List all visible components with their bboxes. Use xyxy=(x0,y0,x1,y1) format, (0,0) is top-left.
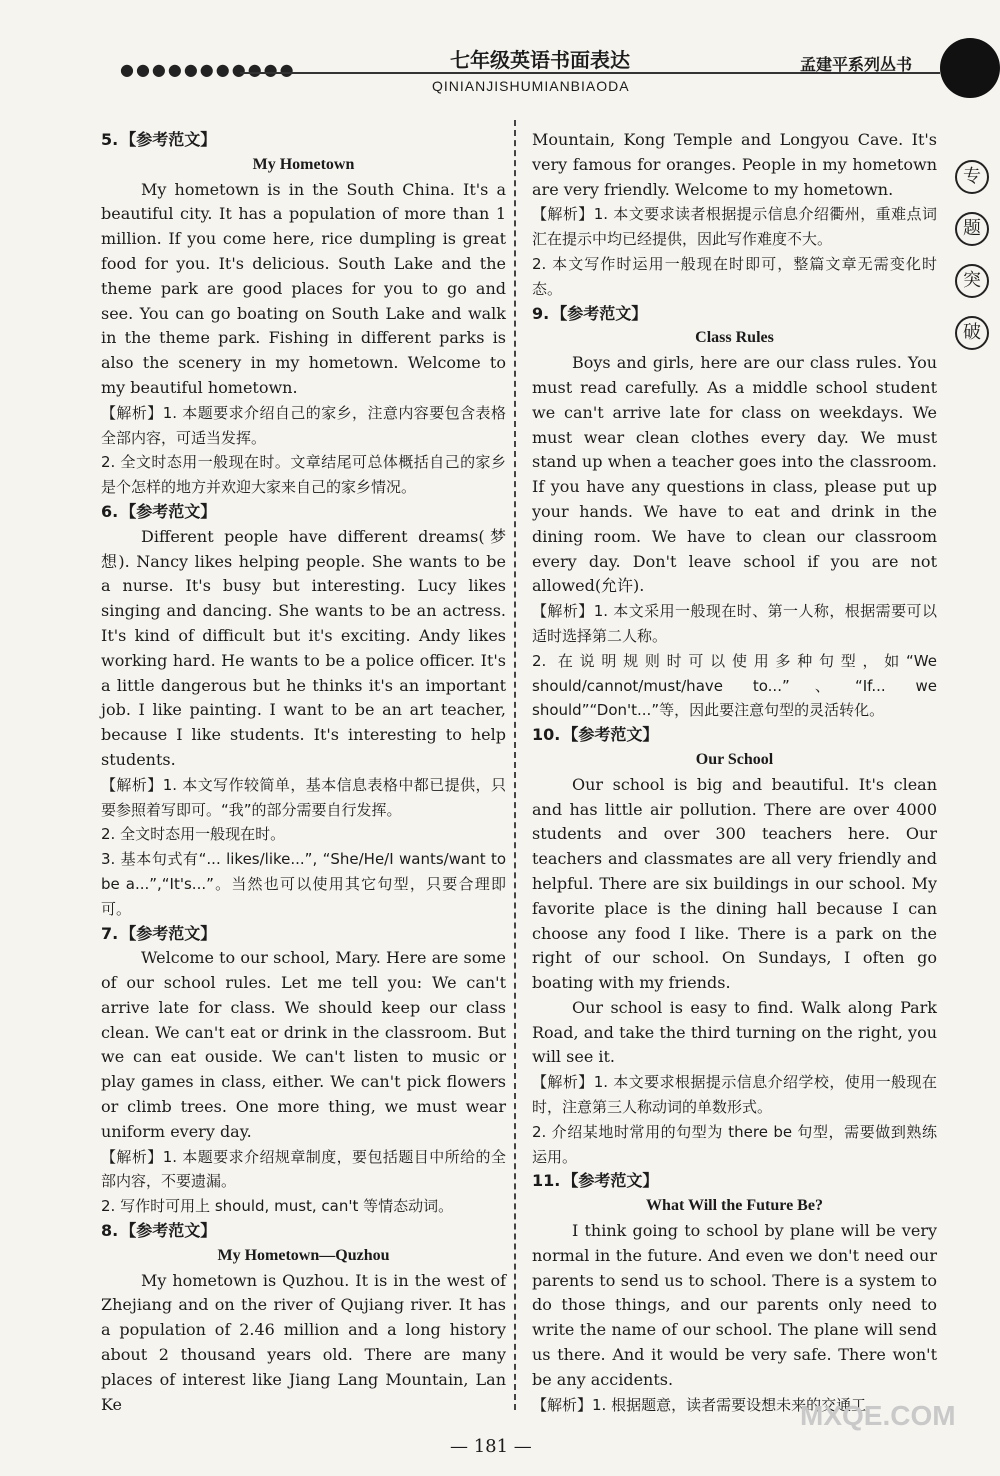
essay-paragraph: Different people have different dreams(梦想). Nancy likes helping people. She wants to be a nurse. It's busy but interesting. Lucy likes singing and dancing. She wants to be an actress. It's kind of difficult but it's exciting. Andy likes working hard. He wants to be a police officer. It's a little dangerous but he thinks it's an important job. I like painting. I want to be an art teacher, because I like students. It's interesting to help students. xyxy=(101,526,506,769)
section-number: 10. xyxy=(532,725,561,745)
essay-title: Our School xyxy=(695,750,774,768)
side-tab: 破 xyxy=(955,316,989,350)
essay-title: My Hometown—Quzhou xyxy=(217,1246,390,1264)
page-number: — 181 — xyxy=(450,1436,532,1457)
analysis-note: 【解析】1. 本题要求介绍规章制度，要包括题目中所给的全部内容，不要遗漏。 xyxy=(101,1147,506,1191)
side-tab: 突 xyxy=(955,264,989,298)
section-label: 【参考范文】 xyxy=(120,923,217,943)
analysis-note: 2. 介绍某地时常用的句型为 there be 句型，需要做到熟练运用。 xyxy=(532,1122,937,1166)
section-number: 8. xyxy=(101,1221,119,1241)
side-tab: 专 xyxy=(955,160,989,194)
section-heading xyxy=(101,922,506,947)
section-number: 5. xyxy=(101,130,119,149)
analysis-note: 2. 在说明规则时可以使用多种句型，如“We should/cannot/must/have to...”、“If... we should”“Don't...”等，因此要注意句型的灵活转化。 xyxy=(532,651,937,720)
column-divider xyxy=(514,120,516,1410)
analysis-note: 【解析】1. 本文要求读者根据提示信息介绍衢州，重难点词汇在提示中均已经提供，因此写作难度不大。 xyxy=(532,205,937,249)
analysis-note: 【解析】1. 本题要求介绍自己的家乡，注意内容要包含表格全部内容，可适当发挥。 xyxy=(101,403,506,447)
side-tabs xyxy=(952,160,992,368)
analysis-note: 【解析】1. 本文要求根据提示信息介绍学校，使用一般现在时，注意第三人称动词的单数形式。 xyxy=(532,1073,937,1117)
right-column xyxy=(532,128,937,1417)
essay-paragraph: Mountain, Kong Temple and Longyou Cave. It's very famous for oranges. People in my hometown are very friendly. Welcome to my hometown. xyxy=(532,130,937,199)
section-heading xyxy=(532,723,937,748)
section-number: 7. xyxy=(101,923,119,943)
section-label: 【参考范文】 xyxy=(551,303,648,323)
analysis-note: 【解析】1. 根据题意，读者需要设想未来的交通工 xyxy=(532,1395,867,1414)
analysis-note: 【解析】1. 本文写作较简单，基本信息表格中都已提供，只要参照着写即可。“我”的部分需要自行发挥。 xyxy=(101,775,506,819)
essay-paragraph: My hometown is in the South China. It's a beautiful city. It has a population of more than 1 million. If you come here, rice dumpling is great food for you. It's delicious. South Lake and the theme park are good places for you to go and see. You can go boating on South Lake and walk in the theme park. Fishing in different parks is also the scenery in my hometown. Welcome to my beautiful hometown. xyxy=(101,179,506,397)
analysis-note: 3. 基本句式有“... likes/like...”, “She/He/I wants/want to be a...”,“It's...”。当然也可以使用其它句型，只要合理即可。 xyxy=(101,850,506,918)
essay-paragraph: My hometown is Quzhou. It is in the west of Zhejiang and on the river of Qujiang river. It has a population of 2.46 million and a long history about 2 thousand years old. There are many places of interest like Jiang Lang Mountain, Lan Ke xyxy=(101,1270,506,1414)
section-heading xyxy=(532,1169,937,1194)
section-number: 9. xyxy=(532,303,550,323)
essay-title: Class Rules xyxy=(695,329,774,347)
analysis-note: 2. 全文时态用一般现在时。文章结尾可总体概括自己的家乡是个怎样的地方并欢迎大家来自己的家乡情况。 xyxy=(101,453,506,497)
section-label: 【参考范文】 xyxy=(562,1171,659,1191)
watermark: MXQE.COM xyxy=(800,1400,956,1431)
analysis-note: 2. 全文时态用一般现在时。 xyxy=(101,825,286,844)
essay-paragraph: Boys and girls, here are our class rules. You must read carefully. As a middle school student we can't arrive late for class on weekdays. We must wear clean clothes every day. We must stand up when a teacher goes into the classroom. If you have any questions in class, please put up your hands. We have to eat and drink in the dining room. We have to clean our classroom every day. Don't leave school if you are not allowed(允许). xyxy=(532,353,937,596)
section-label: 【参考范文】 xyxy=(120,1221,217,1241)
analysis-note: 2. 本文写作时运用一般现在时即可，整篇文章无需变化时态。 xyxy=(532,254,937,298)
essay-paragraph: Our school is big and beautiful. It's clean and has little air pollution. There are over 4000 students and over 300 teachers here. Our teachers and classmates are all very friendly and helpful. There are six buildings in our school. My favorite place is the dining hall because I can choose any food I like. There is a park on the right of our school. On Sundays, I often go boating with my friends. xyxy=(532,774,937,993)
side-tab: 题 xyxy=(955,212,989,246)
left-column xyxy=(101,128,506,1417)
essay-title: What Will the Future Be? xyxy=(646,1197,823,1215)
analysis-note: 【解析】1. 本文采用一般现在时、第一人称，根据需要可以适时选择第二人称。 xyxy=(532,602,937,645)
section-label: 【参考范文】 xyxy=(120,501,217,521)
essay-paragraph: Welcome to our school, Mary. Here are some of our school rules. Let me tell you: We can't arrive late for class. We should keep our class clean. We can't eat or drink in the classroom. But we can eat ouside. We can't listen to music or play games in class, either. We can't pick flowers or climb trees. One more thing, we must wear uniform every day. xyxy=(101,948,506,1141)
analysis-note: 2. 写作时可用上 should, must, can't 等情态动词。 xyxy=(101,1197,454,1216)
header-dots: ●●●●●●●●●●● xyxy=(120,60,296,79)
section-number: 11. xyxy=(532,1171,561,1191)
essay-paragraph: Our school is easy to find. Walk along Park Road, and take the third turning on the right, you will see it. xyxy=(532,997,937,1067)
book-title: 七年级英语书面表达 xyxy=(450,48,630,72)
section-label: 【参考范文】 xyxy=(120,130,217,149)
section-heading xyxy=(532,302,937,327)
section-heading xyxy=(101,128,506,153)
section-label: 【参考范文】 xyxy=(562,725,659,745)
page-header xyxy=(0,0,1000,110)
section-heading xyxy=(101,1219,506,1244)
series-emblem-icon xyxy=(940,38,1000,98)
book-title-pinyin: QINIANJISHUMIANBIAODA xyxy=(432,78,630,94)
series-name: 孟建平系列丛书 xyxy=(800,55,913,74)
section-heading xyxy=(101,500,506,525)
essay-title: My Hometown xyxy=(252,155,355,173)
essay-paragraph: I think going to school by plane will be very normal in the future. And even we don't need our parents to send us to school. There is a system to do those things, and our parents only need to write the name of our school. The plane will send us there. And it would be very safe. There won't be any accidents. xyxy=(532,1221,937,1389)
section-number: 6. xyxy=(101,501,119,521)
